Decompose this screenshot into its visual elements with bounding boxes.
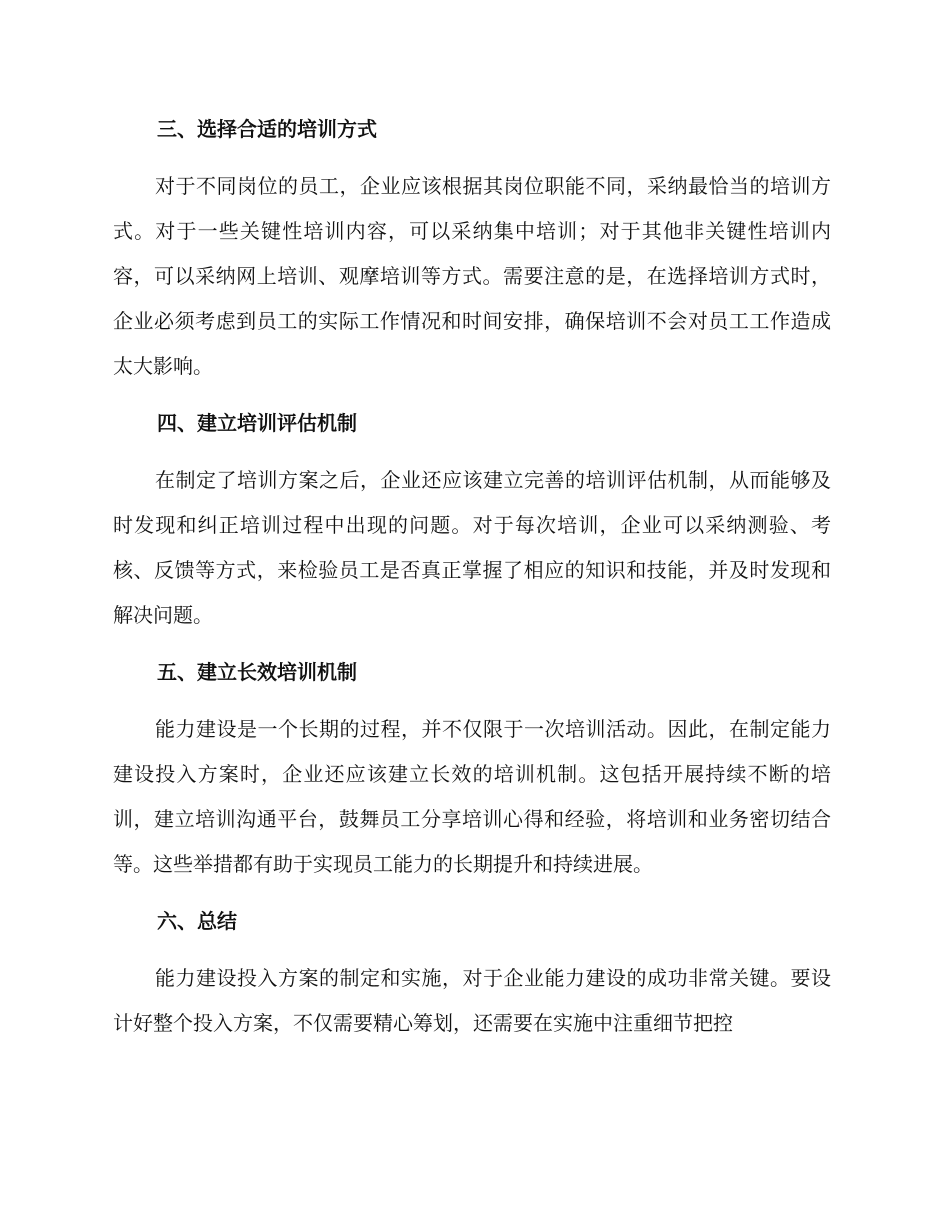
section-body-long-term-mechanism: 能力建设是一个长期的过程，并不仅限于一次培训活动。因此，在制定能力建设投入方案时，企业还应该建立长效的培训机制。这包括开展持续不断的培训，建立培训沟通平台，鼓舞员工分享培训心得和经验，将培训和业务密切结合等。这些举措都有助于实现员工能力的长期提升和持续进展。	[113, 717, 831, 876]
section-body-training-methods: 对于不同岗位的员工，企业应该根据其岗位职能不同，采纳最恰当的培训方式。对于一些关键性培训内容，可以采纳集中培训；对于其他非关键性培训内容，可以采纳网上培训、观摩培训等方式。需要注意的是，在选择培训方式时，企业必须考虑到员工的实际工作情况和时间安排，确保培训不会对员工工作造成太大影响。	[113, 174, 831, 378]
section-heading-long-term-mechanism: 五、建立长效培训机制	[157, 660, 357, 684]
section-body-evaluation-mechanism: 在制定了培训方案之后，企业还应该建立完善的培训评估机制，从而能够及时发现和纠正培训过程中出现的问题。对于每次培训，企业可以采纳测验、考核、反馈等方式，来检验员工是否真正掌握了相应的知识和技能，并及时发现和解决问题。	[113, 468, 831, 627]
section-body-summary: 能力建设投入方案的制定和实施，对于企业能力建设的成功非常关键。要设计好整个投入方案，不仅需要精心筹划，还需要在实施中注重细节把控	[113, 966, 831, 1035]
section-heading-evaluation-mechanism: 四、建立培训评估机制	[157, 411, 357, 435]
section-heading-summary: 六、总结	[157, 909, 237, 933]
section-heading-training-methods: 三、选择合适的培训方式	[157, 117, 377, 141]
